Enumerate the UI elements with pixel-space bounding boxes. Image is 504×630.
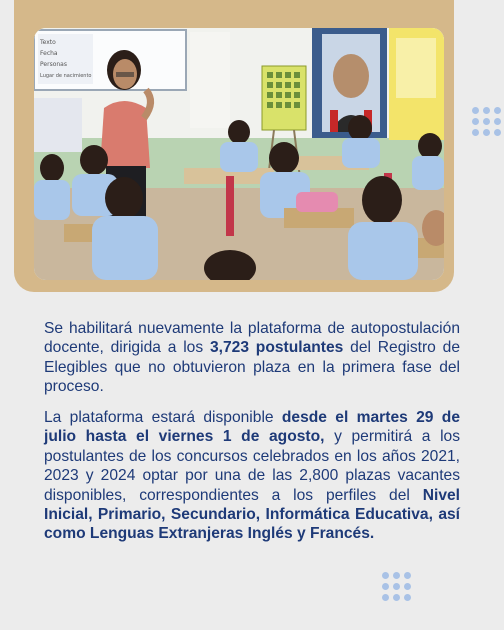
decorative-dots-right	[472, 107, 501, 136]
announcement-paragraph-1	[44, 319, 460, 397]
paragraph-1-text-a: Se habilitará nuevamente la plataforma de autopostulación docente, dirigida a los	[44, 320, 460, 357]
board-line-1: Texto	[40, 39, 56, 46]
announcement-paragraph-2	[44, 408, 460, 544]
paragraph-2-dates: desde el martes 29 de julio hasta el viernes 1 de agosto,	[44, 409, 460, 446]
paragraph-2-profiles: Nivel Inicial, Primario, Secundario, Informática Educativa, así como Lenguas Extranjeras Inglés y Francés.	[44, 486, 460, 543]
board-line-2: Fecha	[40, 50, 58, 57]
classroom-photo	[34, 28, 444, 280]
paragraph-2-text-a: La plataforma estará disponible	[44, 409, 282, 426]
board-line-4: Lugar de nacimiento	[40, 73, 92, 79]
decorative-dots-bottom	[382, 572, 411, 601]
paragraph-2-text-b: y permitirá a los postulantes de los concursos celebrados en los años 2021, 2023 y 2024 optar por una de las 2,800 plazas vacantes disponibles, correspondientes a los perfiles del	[44, 428, 460, 504]
paragraph-1-text-b: del Registro de Elegibles que no obtuvieron plaza en la primera fase del proceso.	[44, 339, 460, 396]
paragraph-1-highlight: 3,723 postulantes	[209, 339, 344, 357]
board-line-3: Personas	[40, 61, 67, 68]
